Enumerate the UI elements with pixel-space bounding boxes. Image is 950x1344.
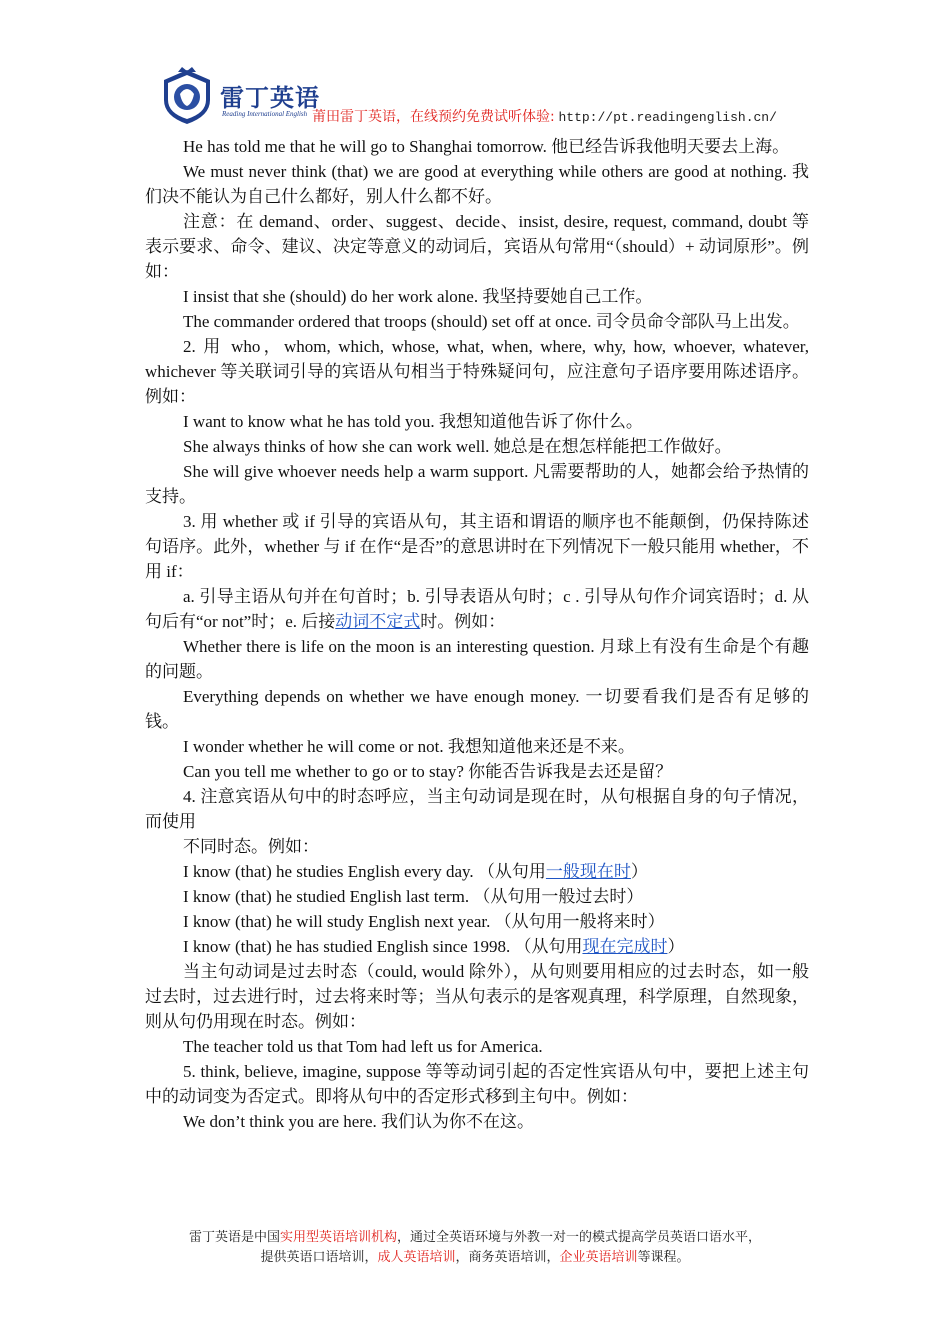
- paragraph-text: She will give whoever needs help a warm support. 凡需要帮助的人，她都会给予热情的支持。: [145, 462, 809, 506]
- document-body: [145, 134, 809, 1134]
- paragraph: [145, 209, 809, 284]
- paragraph: [145, 284, 809, 309]
- footer-link[interactable]: 成人英语培训: [377, 1250, 456, 1265]
- paragraph-text: We don’t think you are here. 我们认为你不在这。: [183, 1112, 535, 1131]
- paragraph: [145, 159, 809, 209]
- paragraph: [145, 759, 809, 784]
- page-header: [150, 62, 810, 132]
- paragraph: [145, 634, 809, 684]
- paragraph-text: ）: [630, 862, 648, 881]
- paragraph-text: 4. 注意宾语从句中的时态呼应，当主句动词是现在时，从句根据自身的句子情况，而使用: [145, 787, 809, 831]
- paragraph: [145, 909, 809, 934]
- paragraph-text: 当主句动词是过去时态（could, would 除外），从句则要用相应的过去时态，如一般过去时，过去进行时，过去将来时等；当从句表示的是客观真理，科学原理，自然现象，则从句仍用现在时态。例如：: [145, 962, 809, 1031]
- paragraph-text: The commander ordered that troops (should) set off at once. 司令员命令部队马上出发。: [183, 312, 800, 331]
- paragraph: [145, 834, 809, 859]
- paragraph-text: I know (that) he studies English every day. （从句用: [183, 862, 546, 881]
- inline-link[interactable]: 现在完成时: [582, 937, 668, 956]
- inline-link[interactable]: 一般现在时: [545, 862, 631, 881]
- paragraph-text: The teacher told us that Tom had left us for America.: [183, 1037, 543, 1056]
- promo-line: [312, 106, 777, 126]
- paragraph-text: 3. 用 whether 或 if 引导的宾语从句，其主语和谓语的顺序也不能颠倒，仍保持陈述句语序。此外，whether 与 if 在作“是否”的意思讲时在下列情况下一般只能用 whether，不用 if：: [145, 512, 809, 581]
- paragraph-text: 2. 用 who，whom, which, whose, what, when, where, why, how, whoever, whatever, whichever 等关联词引导的宾语从句相当于特殊疑问句，应注意句子语序要用陈述语序。例如：: [145, 337, 809, 406]
- paragraph: [145, 134, 809, 159]
- footer-text: 提供英语口语培训，: [260, 1250, 378, 1265]
- paragraph-text: I know (that) he studied English last term. （从句用一般过去时）: [183, 887, 644, 906]
- promo-text: 莆田雷丁英语，在线预约免费试听体验:: [312, 109, 555, 125]
- paragraph-text: Can you tell me whether to go or to stay? 你能否告诉我是去还是留？: [183, 762, 673, 781]
- paragraph-text: I know (that) he has studied English since 1998. （从句用: [183, 937, 583, 956]
- paragraph: [145, 1059, 809, 1109]
- paragraph: [145, 684, 809, 734]
- footer-link[interactable]: 企业英语培训: [559, 1250, 638, 1265]
- footer-text: 雷丁英语是中国: [188, 1230, 280, 1245]
- logo-title: 雷丁英语: [220, 84, 320, 112]
- inline-link[interactable]: 动词不定式: [335, 612, 421, 631]
- footer-text: ，商务英语培训，: [455, 1250, 560, 1265]
- paragraph: [145, 1109, 809, 1134]
- paragraph: [145, 884, 809, 909]
- paragraph-text: I want to know what he has told you. 我想知道他告诉了你什么。: [183, 412, 643, 431]
- lion-crest-logo-icon: [156, 66, 218, 128]
- paragraph-text: 不同时态。例如：: [183, 837, 319, 856]
- paragraph-text: I know (that) he will study English next year. （从句用一般将来时）: [183, 912, 665, 931]
- footer-text: ，通过全英语环境与外教一对一的模式提高学员英语口语水平，: [397, 1230, 762, 1245]
- paragraph-text: Whether there is life on the moon is an interesting question. 月球上有没有生命是个有趣的问题。: [145, 637, 809, 681]
- paragraph: [145, 409, 809, 434]
- paragraph-text: a. 引导主语从句并在句首时；b. 引导表语从句时；c . 引导从句作介词宾语时；d. 从句后有“or not”时；e. 后接: [145, 587, 809, 631]
- paragraph: [145, 509, 809, 584]
- promo-url-link[interactable]: http://pt.readingenglish.cn/: [558, 110, 777, 125]
- paragraph-text: We must never think (that) we are good at everything while others are good at nothing. 我们决不能认为自己什么都好，别人什么都不好。: [145, 162, 809, 206]
- paragraph-text: 注意：在 demand、order、suggest、decide、insist, desire, request, command, doubt 等表示要求、命令、建议、决定等意义的动词后，宾语从句常用“（should）+ 动词原形”。例如：: [145, 212, 809, 281]
- paragraph-text: I wonder whether he will come or not. 我想知道他来还是不来。: [183, 737, 635, 756]
- paragraph: [145, 734, 809, 759]
- paragraph: [145, 784, 809, 834]
- footer-link[interactable]: 实用型英语培训机构: [279, 1230, 397, 1245]
- paragraph: [145, 334, 809, 409]
- paragraph: [145, 309, 809, 334]
- paragraph: [145, 1034, 809, 1059]
- paragraph-text: He has told me that he will go to Shanghai tomorrow. 他已经告诉我他明天要去上海。: [183, 137, 790, 156]
- paragraph-text: I insist that she (should) do her work alone. 我坚持要她自己工作。: [183, 287, 653, 306]
- paragraph-text: 5. think, believe, imagine, suppose 等等动词引起的否定性宾语从句中，要把上述主句中的动词变为否定式。即将从句中的否定形式移到主句中。例如：: [145, 1062, 809, 1106]
- footer-text: 等课程。: [637, 1250, 690, 1265]
- paragraph: [145, 934, 809, 959]
- paragraph-text: ）: [667, 937, 685, 956]
- footer-line-1: [120, 1228, 830, 1248]
- paragraph-text: Everything depends on whether we have enough money. 一切要看我们是否有足够的钱。: [145, 687, 809, 731]
- paragraph-text: She always thinks of how she can work well. 她总是在想怎样能把工作做好。: [183, 437, 732, 456]
- paragraph: [145, 459, 809, 509]
- paragraph: [145, 859, 809, 884]
- paragraph-text: 时。例如：: [420, 612, 506, 631]
- logo-subtitle: Reading International English: [222, 110, 308, 118]
- paragraph: [145, 959, 809, 1034]
- paragraph: [145, 584, 809, 634]
- page-footer: [120, 1228, 830, 1268]
- footer-line-2: [120, 1248, 830, 1268]
- paragraph: [145, 434, 809, 459]
